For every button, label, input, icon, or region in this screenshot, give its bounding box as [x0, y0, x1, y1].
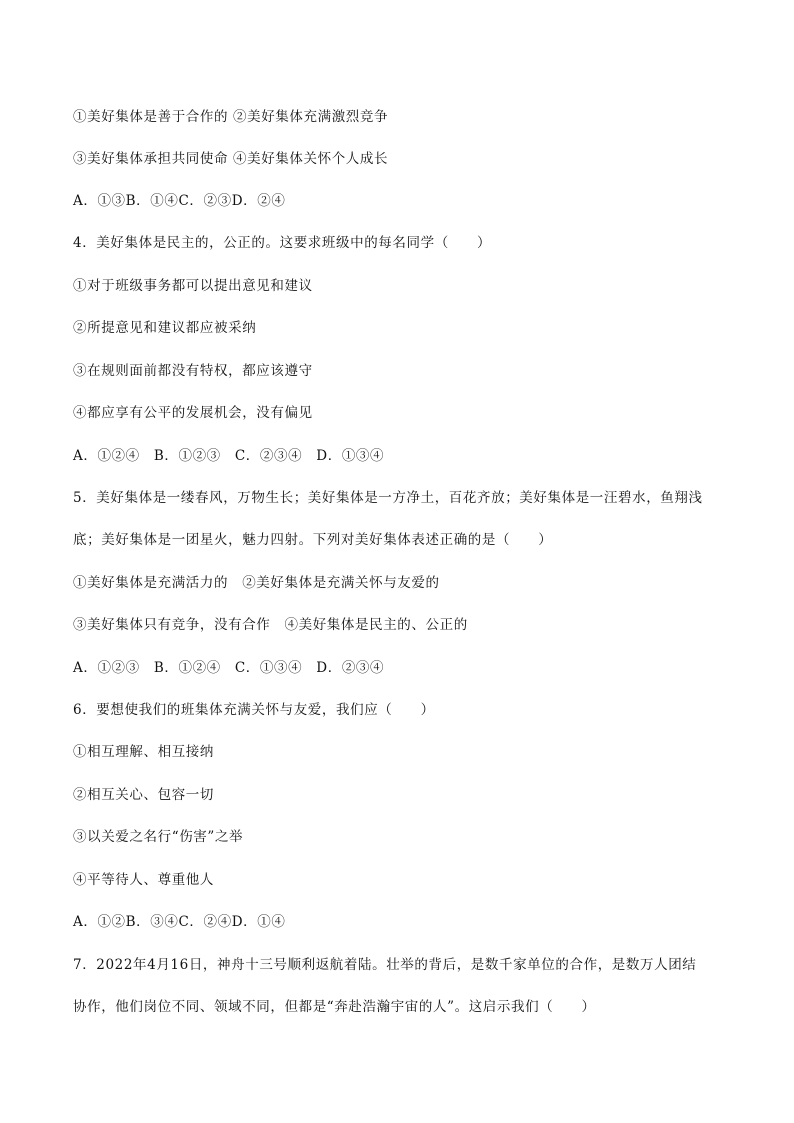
option-line: ②所提意见和建议都应被采纳 [73, 320, 257, 336]
question-5: 5．美好集体是一缕春风，万物生长；美好集体是一方净土，百花齐放；美好集体是一汪碧水，鱼翔浅 [73, 490, 703, 506]
question-6: 6．要想使我们的班集体充满关怀与友爱，我们应（ ） [73, 702, 435, 718]
option-line: ③在规则面前都没有特权，都应该遵守 [73, 363, 313, 379]
option-line: ③美好集体承担共同使命 ④美好集体关怀个人成长 [73, 151, 389, 167]
answer-choices: A．①②③ B．①②④ C．①③④ D．②③④ [73, 660, 385, 676]
answer-choices: A．①②B．③④C．②④D．①④ [73, 914, 286, 930]
option-line: ①相互理解、相互接纳 [73, 744, 214, 760]
option-line: ②相互关心、包容一切 [73, 787, 214, 803]
answer-choices: A．①③B．①④C．②③D．②④ [73, 193, 286, 209]
option-line: ④平等待人、尊重他人 [73, 872, 214, 888]
option-line: ①美好集体是善于合作的 ②美好集体充满激烈竞争 [73, 109, 389, 125]
option-line: ③美好集体只有竞争，没有合作 ④美好集体是民主的、公正的 [73, 617, 468, 633]
question-5-continued: 底；美好集体是一团星火，魅力四射。下列对美好集体表述正确的是（ ） [73, 532, 553, 548]
option-line: ③以关爱之名行“伤害”之举 [73, 829, 244, 845]
question-7-continued: 协作，他们岗位不同、领域不同，但都是“奔赴浩瀚宇宙的人”。这启示我们（ ） [73, 999, 596, 1015]
answer-choices: A．①②④ B．①②③ C．②③④ D．①③④ [73, 448, 385, 464]
option-line: ①美好集体是充满活力的 ②美好集体是充满关怀与友爱的 [73, 575, 440, 591]
question-4: 4．美好集体是民主的，公正的。这要求班级中的每名同学（ ） [73, 235, 492, 251]
option-line: ④都应享有公平的发展机会，没有偏见 [73, 405, 313, 421]
option-line: ①对于班级事务都可以提出意见和建议 [73, 278, 313, 294]
question-7: 7．2022年4月16日，神舟十三号顺利返航着陆。壮举的背后，是数千家单位的合作，是数万人团结 [73, 957, 697, 973]
